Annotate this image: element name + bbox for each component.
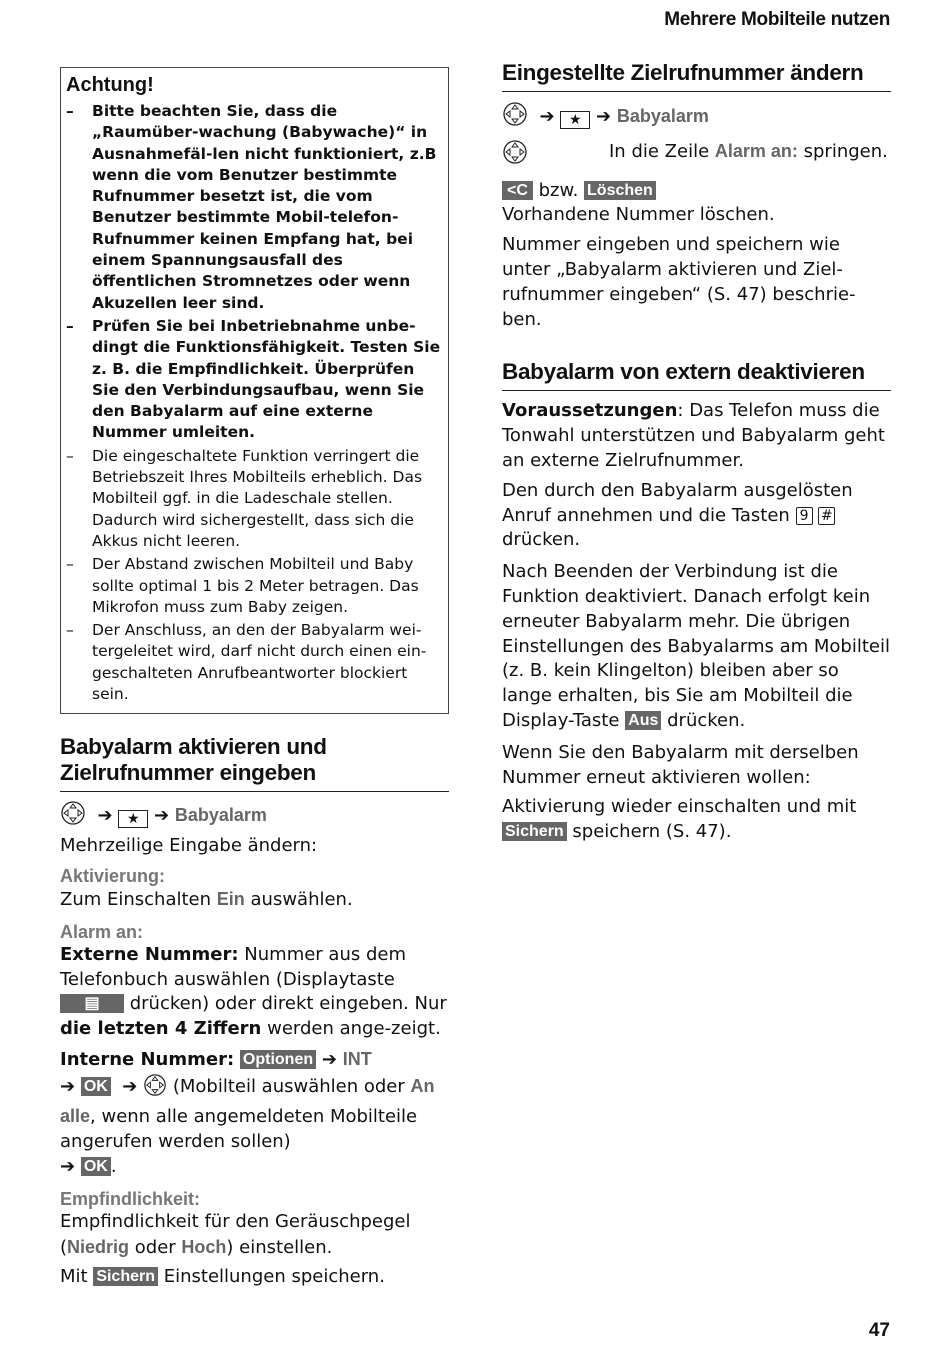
delete-text: Vorhandene Nummer löschen.: [502, 204, 775, 226]
enter-number-text: Nummer eingeben und speichern wie unter „Babyalarm aktivieren und Ziel-rufnummer eingeben“ (S. 47) beschrie-ben.: [502, 234, 856, 330]
aus-key: Aus: [625, 711, 661, 730]
value-niedrig: Niedrig: [67, 1236, 130, 1257]
section-heading-deactivate: Babyalarm von extern deaktivieren: [502, 359, 891, 391]
menu-item-babyalarm: Babyalarm: [616, 106, 709, 126]
change-procedure: [502, 101, 891, 332]
navigation-key-icon: [502, 139, 609, 173]
menu-path-row: [60, 800, 449, 834]
menu-item-babyalarm: Babyalarm: [174, 805, 267, 826]
key-hash: #: [818, 507, 835, 525]
sichern-key: Sichern: [502, 822, 567, 841]
warning-title: Achtung!: [66, 74, 154, 96]
warning-item: – Der Abstand zwischen Mobilteil und Baby sollte optimal 1 bis 2 Meter betragen. Das Mikrofon muss zum Baby zeigen.: [66, 554, 442, 618]
interne-nummer-text: Interne Nummer: Optionen ➔ INT ➔ OK ➔ (Mobilteil auswählen oder An alle, wenn alle angemeldeten Mobilteile angerufen werden sollen) ➔ OK .: [60, 1047, 449, 1180]
navigation-key-icon: [502, 101, 528, 135]
arrow-icon: ➔: [539, 106, 555, 127]
right-column: [502, 60, 891, 845]
arrow-icon: ➔: [60, 1075, 76, 1097]
arrow-icon: ➔: [122, 1075, 138, 1097]
menu-item-alarm-an: Alarm an:: [714, 140, 798, 161]
arrow-icon: ➔: [596, 106, 612, 127]
deactivate-procedure: [502, 399, 891, 845]
jump-row: In die Zeile Alarm an: springen.: [502, 139, 891, 173]
intro-text: Mehrzeilige Eingabe ändern:: [60, 835, 318, 857]
value-ein: Ein: [216, 888, 245, 909]
page-number: 47: [868, 1320, 890, 1341]
activate-procedure: [60, 800, 449, 1290]
key-9: 9: [796, 507, 813, 525]
label-alarm-an: Alarm an:: [60, 921, 144, 942]
aktivierung-text: Zum Einschalten Ein auswählen.: [60, 888, 353, 910]
warning-item: – Die eingeschaltete Funktion verringert die Betriebszeit Ihres Mobilteils erheblich. Das Mobilteil ggf. in die Ladeschale stellen. Dadurch wird sichergestellt, dass sich die Akkus nicht leeren.: [66, 446, 442, 552]
ok-key: OK: [81, 1157, 111, 1176]
label-aktivierung: Aktivierung:: [60, 865, 166, 886]
accept-call-text: Den durch den Babyalarm ausgelösten Anruf annehmen und die Tasten 9 # drücken.: [502, 479, 853, 551]
section-heading-change: Eingestellte Zielrufnummer ändern: [502, 60, 891, 92]
left-column: [60, 67, 449, 1290]
externe-nummer-text: Externe Nummer: Nummer aus dem Telefonbuch auswählen (Displaytaste ▤ drücken) oder direkt eingeben. Nur die letzten 4 Ziffern werden ange-zeigt.: [60, 943, 447, 1040]
loeschen-key: Löschen: [584, 181, 656, 200]
reactivate-text: Aktivierung wieder einschalten und mit Sichern speichern (S. 47).: [502, 796, 857, 843]
warning-item: – Prüfen Sie bei Inbetriebnahme unbe-dingt die Funktionsfähigkeit. Testen Sie z. B. die Empfindlichkeit. Überprüfen Sie den Verbindungsaufbau, wenn Sie den Babyalarm auf eine externe Nummer umleiten.: [66, 316, 442, 444]
section-heading-activate: Babyalarm aktivieren und Zielrufnummer eingeben: [60, 734, 449, 792]
warning-list: [66, 101, 442, 705]
label-empfindlichkeit: Empfindlichkeit:: [60, 1188, 201, 1209]
ok-key: OK: [81, 1077, 111, 1096]
save-text: Mit Sichern Einstellungen speichern.: [60, 1266, 385, 1288]
arrow-icon: ➔: [60, 1156, 76, 1178]
sichern-key: Sichern: [93, 1267, 158, 1286]
delete-row: <C bzw. Löschen: [502, 179, 891, 204]
running-header: Mehrere Mobilteile nutzen: [664, 9, 890, 30]
arrow-icon: ➔: [321, 1048, 337, 1070]
reactivate-intro: Wenn Sie den Babyalarm mit derselben Nummer erneut aktivieren wollen:: [502, 741, 859, 788]
star-key-icon: ★: [560, 111, 590, 129]
arrow-icon: ➔: [97, 805, 113, 827]
menu-path-row: [502, 101, 891, 135]
optionen-key: Optionen: [240, 1050, 316, 1069]
value-hoch: Hoch: [181, 1236, 227, 1257]
warning-box: [60, 67, 449, 714]
deactivated-text: Nach Beenden der Verbindung ist die Funktion deaktiviert. Danach erfolgt kein erneuter Babyalarm mehr. Die übrigen Einstellungen des Babyalarms am Mobilteil (z. B. kein Klingelton) bleiben aber so lange erhalten, bis Sie am Mobilteil die Display-Taste Aus drücken.: [502, 561, 890, 731]
arrow-icon: ➔: [154, 805, 170, 827]
phonebook-key-icon: ▤: [60, 994, 124, 1013]
warning-item: – Der Anschluss, an den der Babyalarm wei-tergeleitet wird, darf nicht durch einen ein-geschalteten Anrufbeantworter blockiert sein.: [66, 620, 442, 705]
backspace-key-icon: <C: [502, 181, 533, 200]
menu-item-int: INT: [342, 1048, 372, 1069]
empfindlichkeit-text: Empfindlichkeit für den Geräuschpegel (Niedrig oder Hoch) einstellen.: [60, 1210, 411, 1258]
navigation-key-icon: [143, 1073, 167, 1105]
prerequisites-text: Voraussetzungen: Das Telefon muss die Tonwahl unterstützen und Babyalarm geht an externe Zielrufnummer.: [502, 400, 885, 471]
value-an-alle: An alle: [60, 1075, 435, 1127]
warning-item: – Bitte beachten Sie, dass die „Raumüber-wachung (Babywache)“ in Ausnahmefäl-len nicht funktioniert, z.B wenn die vom Benutzer bestimmte Rufnummer besetzt ist, die vom Benutzer bestimmte Mobil-telefon-Rufnummer keinen Empfang hat, bei einem Spannungsausfall des öffentlichen Stromnetzes oder wenn Akuzellen leer sind.: [66, 101, 442, 314]
star-key-icon: ★: [118, 810, 148, 828]
navigation-key-icon: [60, 800, 86, 834]
